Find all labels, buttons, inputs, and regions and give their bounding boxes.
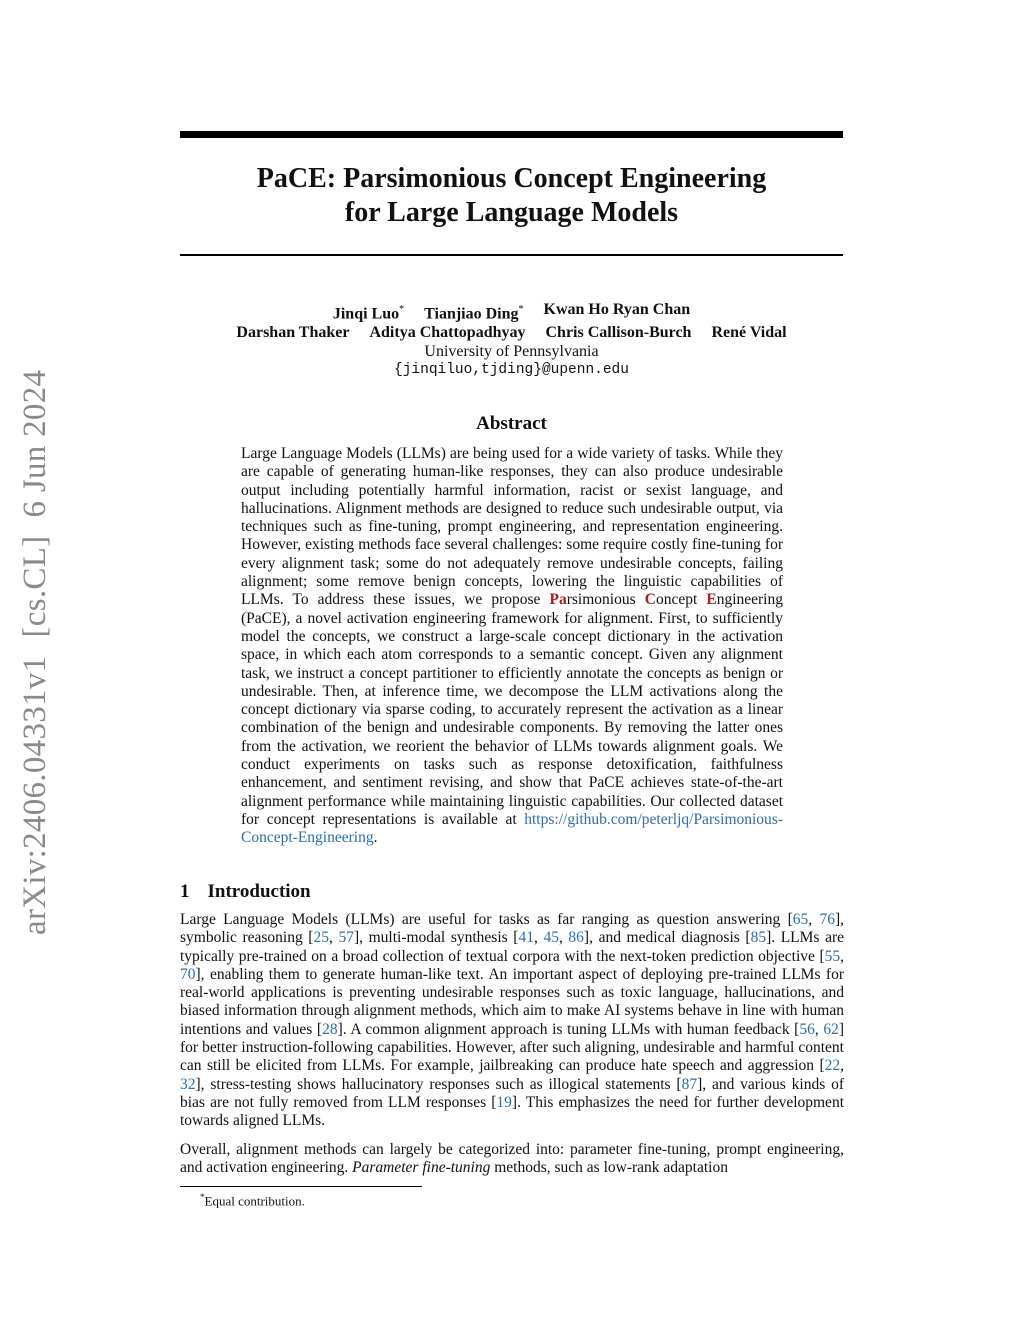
citation-link[interactable]: 85: [750, 929, 767, 947]
author: Darshan Thaker: [236, 324, 350, 342]
citation-link[interactable]: 55: [824, 947, 841, 965]
citation-link[interactable]: 45: [543, 929, 559, 947]
footnote-rule: [180, 1186, 422, 1187]
author-row-2: [180, 323, 843, 342]
abstract-heading: Abstract: [476, 413, 547, 434]
abstract-text: Large Language Models (LLMs) are being used for a wide variety of tasks. While they are capable of generating human-like responses, they can also produce undesirable output including potentially harmful information, racist or sexist language, and hallucinations. Alignment methods are designed to reduce such undesirable output, via techniques such as fine-tuning, prompt engineering, and representation engineering. However, existing methods face several challenges: some require costly fine-tuning for every alignment task; some do not adequately remove undesirable concepts, failing alignment; some remove benign concepts, lowering the linguistic capabilities of LLMs. To address these issues, we propose Parsimonious Concept Engineering (PaCE), a novel activation engineering framework for alignment. First, to sufficiently model the concepts, we construct a large-scale concept dictionary in the activation space, in which each atom corresponds to a semantic concept. Given any alignment task, we instruct a concept partitioner to efficiently annotate the concepts as benign or undesirable. Then, at inference time, we decompose the LLM activations along the concept dictionary via sparse coding, to accurately represent the activation as a linear combination of the benign and undesirable components. By removing the latter ones from the activation, we reorient the behavior of LLMs towards alignment goals. We conduct experiments on tasks such as response detoxification, faithfulness enhancement, and sentiment revising, and show that PaCE achieves state-of-the-art alignment performance while maintaining linguistic capabilities. Our collected dataset for concept representations is available at https://github.com/peterljq/Parsimonious-Concept-Engineering.: [241, 445, 783, 847]
section-heading-introduction: [180, 880, 843, 904]
citation-link[interactable]: 76: [819, 911, 835, 928]
author: Kwan Ho Ryan Chan: [543, 301, 691, 318]
author: Aditya Chattopadhyay: [369, 324, 526, 342]
title-line-2: for Large Language Models: [344, 197, 679, 228]
author-block: [180, 300, 843, 380]
author: Chris Callison-Burch: [545, 324, 692, 342]
intro-paragraph-1: Large Language Models (LLMs) are useful for tasks as far ranging as question answering [65, 76], symbolic reasoning [25, 57], multi-modal synthesis [41, 45, 86], and medical diagnosis [85]. LLMs are typically pre-trained on a broad collection of textual corpora with the next-token prediction objective [55, 70], enabling them to generate human-like text. An important aspect of deploying pre-trained LLMs for real-world applications is preventing undesirable responses such as toxic language, hallucinations, and biased information through alignment methods, which aim to make AI systems behave in line with human intentions and values [28]. A common alignment approach is tuning LLMs with human feedback [56, 62] for better instruction-following capabilities. However, after such aligning, undesirable and harmful content can still be elicited from LLMs. For example, jailbreaking can produce hate speech and aggression [22, 32], stress-testing shows hallucinatory responses such as illogical statements [87], and various kinds of bias are not fully removed from LLM responses [19]. This emphasizes the need for further development towards aligned LLMs.: [180, 911, 844, 1130]
arxiv-date: 6 Jun 2024: [17, 369, 53, 518]
author: Jinqi Luo*: [332, 304, 405, 323]
intro-paragraph-2: Overall, alignment methods can largely be categorized into: parameter fine-tuning, prompt engineering, and activation engineering. Parameter fine-tuning methods, such as low-rank adaptation: [180, 1141, 844, 1177]
author-row-1: [180, 300, 843, 323]
citation-link[interactable]: 28: [322, 1020, 338, 1038]
citation-link[interactable]: 41: [518, 929, 534, 947]
acronym-letter: E: [706, 591, 717, 609]
citation-link[interactable]: 57: [338, 929, 354, 947]
citation-link[interactable]: 86: [568, 929, 584, 947]
author-email: {jinqiluo,tjding}@upenn.edu: [394, 362, 629, 379]
arxiv-category: [cs.CL]: [17, 535, 53, 638]
citation-link[interactable]: 87: [681, 1075, 698, 1093]
arxiv-id: arXiv:2406.04331v1: [17, 655, 53, 935]
footnote: *Equal contribution.: [200, 1192, 305, 1209]
citation-link[interactable]: 62: [823, 1020, 839, 1038]
citation-link[interactable]: 19: [496, 1093, 512, 1111]
paper-title: [180, 162, 843, 230]
section-title: Introduction: [207, 881, 311, 902]
author: René Vidal: [711, 324, 787, 342]
arxiv-identifier-stamp: [14, 335, 56, 935]
affiliation: University of Pennsylvania: [424, 343, 599, 361]
citation-link[interactable]: 70: [180, 965, 196, 983]
citation-link[interactable]: 56: [799, 1020, 815, 1038]
title-bottom-rule: [180, 254, 843, 256]
citation-link[interactable]: 65: [792, 911, 809, 928]
acronym-letter: Pa: [549, 591, 567, 609]
author: Tianjiao Ding*: [424, 304, 524, 323]
acronym-letter: C: [644, 591, 656, 609]
citation-link[interactable]: 32: [180, 1075, 196, 1093]
citation-link[interactable]: 22: [824, 1057, 841, 1075]
section-number: 1: [180, 881, 190, 902]
citation-link[interactable]: 25: [313, 929, 329, 947]
title-top-rule: [180, 131, 843, 138]
github-link[interactable]: https://github.com/peterljq/Parsimonious-Concept-Engineering: [241, 810, 783, 847]
title-line-1: PaCE: Parsimonious Concept Engineering: [256, 163, 767, 194]
